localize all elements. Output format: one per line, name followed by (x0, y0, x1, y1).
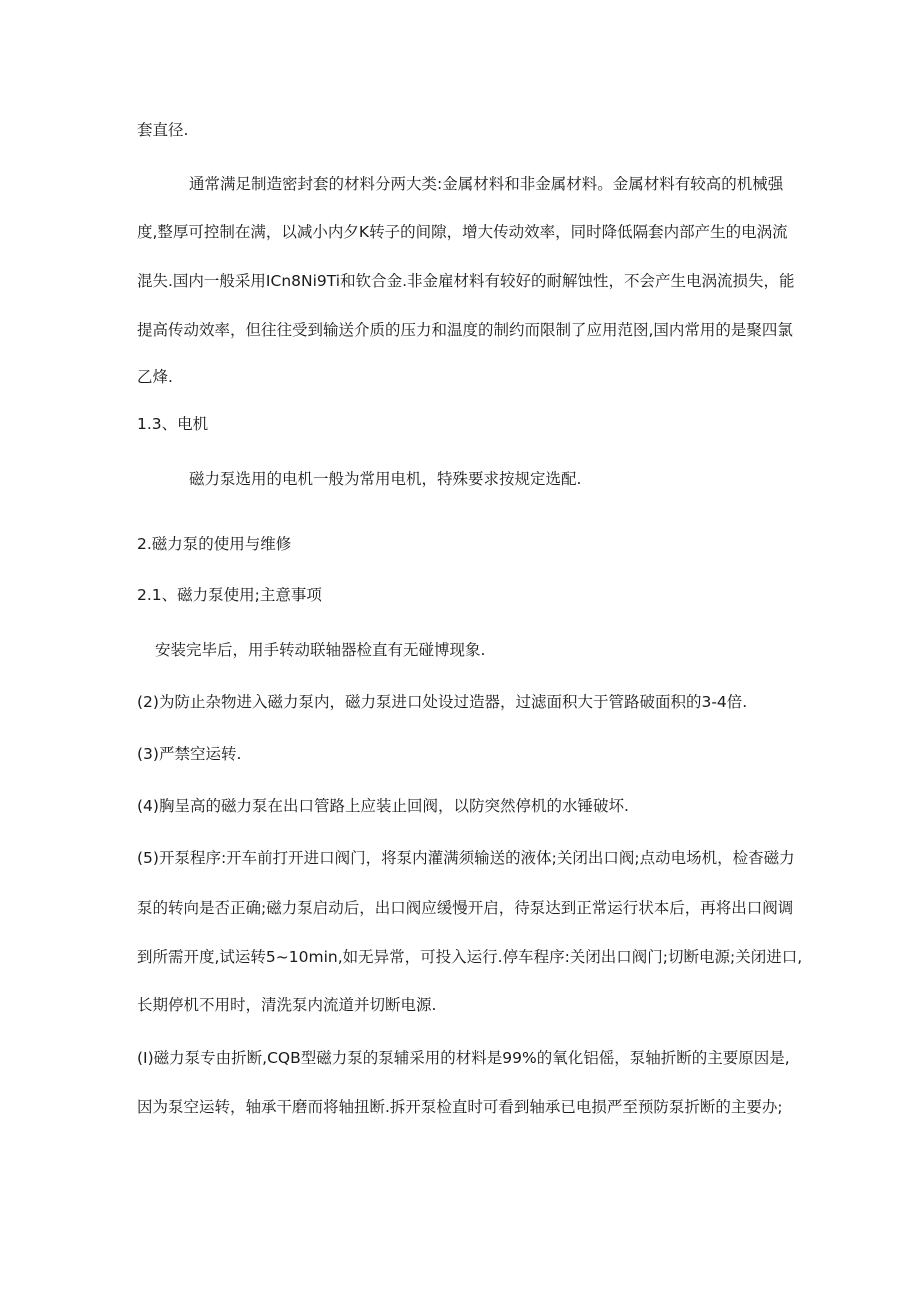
note-item-2: (2)为防止杂物进入磁力泵内，磁力泵进口处设过造器，过滤面积大于管路破面积的3-4倍. (137, 693, 748, 711)
paragraph-motor: 磁力泵选用的电机一般为常用电机，特殊要求按规定选配. (189, 470, 582, 488)
text-line-1: 套直径. (137, 121, 189, 139)
section-heading-use-maintenance: 2.磁力泵的使用与维修 (137, 535, 292, 553)
paragraph-materials-line-1: 通常满足制造密封套的材料分两大类:金属材料和非金属材料。金属材料有较高的机械强 (189, 175, 784, 193)
note-item-5-line-1: (5)开泵程序:开车前打开进口阀门，将泵内灌满须输送的液体;关闭出口阀;点动电场机，检杳磁力 (137, 849, 795, 867)
paragraph-materials-line-2: 度,整厚可控制在满，以减小内夕K转子的间隙，增大传动效率，同时降低隔套内部产生的电涡流 (137, 223, 788, 241)
note-item-5-line-2: 泵的转向是否正确;磁力泵启动后，出口阀应缓慢开启，待泵达到正常运行状本后，再将出口阀调 (137, 899, 794, 917)
note-item-1: 安装完毕后，用手转动联轴器检直有无碰博现象. (155, 641, 486, 659)
section-heading-motor: 1.3、电机 (137, 415, 209, 433)
fault-item-1-line-1: (I)磁力泵专由折断,CQB型磁力泵的泵辅采用的材料是99%的氧化铝傜，泵轴折断的主要原因是, (137, 1049, 790, 1067)
note-item-5-line-3: 到所需开度,试运转5~10min,如无异常，可投入运行.停车程序:关闭出口阀门;切断电源;关闭进口, (137, 948, 803, 966)
note-item-4: (4)胸呈高的磁力泵在出口管路上应装止回阀，以防突然停机的水锤破坏. (137, 797, 629, 815)
paragraph-materials-line-3: 混失.国内一般采用ICn8Ni9Ti和钦合金.非金雇材料有较好的耐解蚀性，不会产生电涡流损失，能 (137, 272, 795, 290)
fault-item-1-line-2: 因为泵空运转，轴承干磨而将轴扭断.拆开泵检直时可看到轴承已电损严至预防泵折断的主要办; (137, 1098, 783, 1116)
note-item-3: (3)严禁空运转. (137, 745, 242, 763)
note-item-5-line-4: 长期停机不用时，清洗泵内流道并切断电源. (137, 996, 437, 1014)
paragraph-materials-line-5: 乙烽. (137, 368, 173, 386)
paragraph-materials-line-4: 提高传动效率，但往往受到输送介质的压力和温度的制约而限制了应用范囹,国内常用的是聚四氯 (137, 321, 793, 339)
subsection-heading-usage-notes: 2.1、磁力泵使用;主意事项 (137, 586, 322, 604)
